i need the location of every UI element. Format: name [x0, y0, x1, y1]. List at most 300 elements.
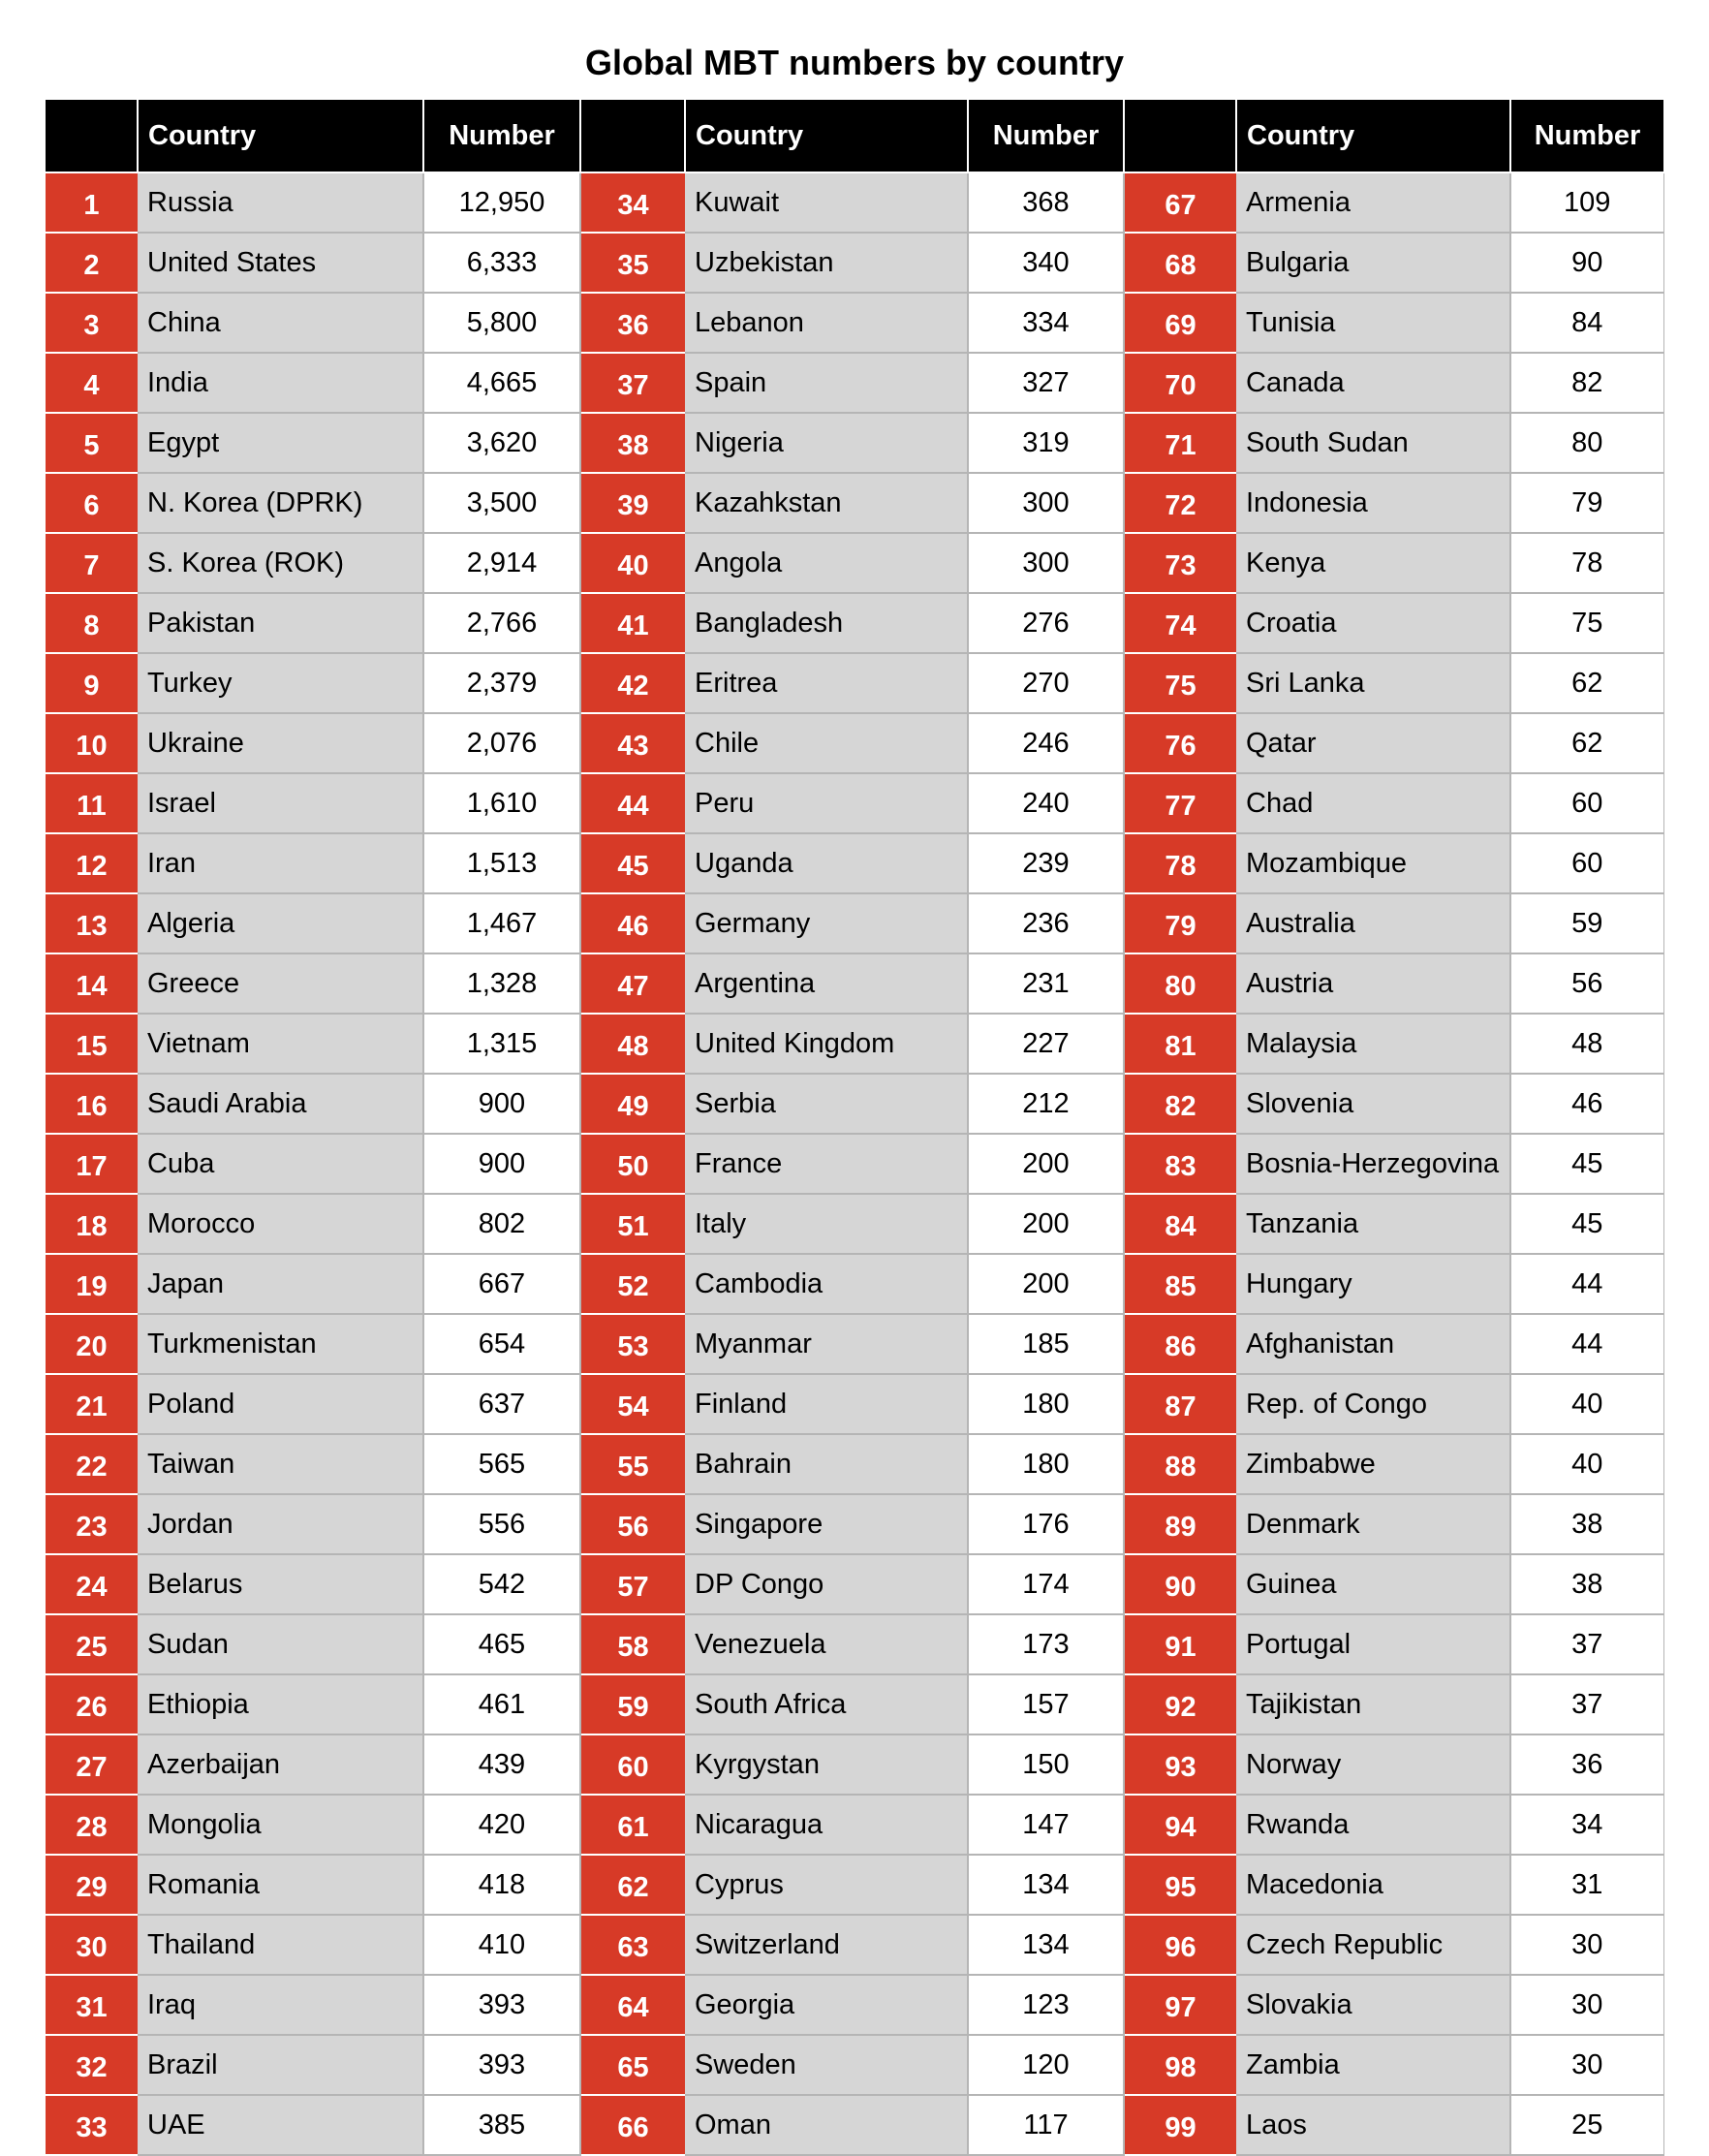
country-cell: Zambia — [1236, 2035, 1510, 2095]
country-cell: Croatia — [1236, 593, 1510, 653]
country-cell: Romania — [138, 1855, 423, 1915]
table-row — [46, 1194, 1663, 1254]
country-cell: Macedonia — [1236, 1855, 1510, 1915]
number-cell: 40 — [1510, 1434, 1663, 1494]
country-cell: Egypt — [138, 413, 423, 473]
number-cell: 556 — [423, 1494, 580, 1554]
table-row — [46, 1014, 1663, 1074]
table-row — [46, 1795, 1663, 1855]
rank-cell: 21 — [46, 1374, 138, 1434]
number-cell: 37 — [1510, 1674, 1663, 1734]
number-cell: 236 — [968, 893, 1124, 953]
rank-cell: 88 — [1124, 1434, 1236, 1494]
country-cell: Spain — [685, 353, 968, 413]
number-cell: 12,950 — [423, 172, 580, 233]
rank-cell: 52 — [580, 1254, 685, 1314]
rank-header — [46, 100, 138, 172]
number-cell: 59 — [1510, 893, 1663, 953]
number-cell: 900 — [423, 1134, 580, 1194]
number-cell: 3,620 — [423, 413, 580, 473]
country-cell: Italy — [685, 1194, 968, 1254]
country-cell: China — [138, 293, 423, 353]
number-cell: 2,914 — [423, 533, 580, 593]
rank-cell: 50 — [580, 1134, 685, 1194]
number-cell: 200 — [968, 1254, 1124, 1314]
country-cell: Nigeria — [685, 413, 968, 473]
number-cell: 3,500 — [423, 473, 580, 533]
table-row — [46, 473, 1663, 533]
number-cell: 117 — [968, 2095, 1124, 2155]
country-cell: Pakistan — [138, 593, 423, 653]
rank-cell: 42 — [580, 653, 685, 713]
number-cell: 542 — [423, 1554, 580, 1614]
country-cell: Oman — [685, 2095, 968, 2155]
country-cell: Thailand — [138, 1915, 423, 1975]
number-cell: 174 — [968, 1554, 1124, 1614]
rank-cell: 77 — [1124, 773, 1236, 833]
country-cell: Cambodia — [685, 1254, 968, 1314]
number-cell: 45 — [1510, 1194, 1663, 1254]
country-cell: UAE — [138, 2095, 423, 2155]
table-row — [46, 1554, 1663, 1614]
number-cell: 36 — [1510, 1734, 1663, 1795]
number-cell: 270 — [968, 653, 1124, 713]
number-cell: 173 — [968, 1614, 1124, 1674]
country-header: Country — [138, 100, 423, 172]
number-cell: 46 — [1510, 1074, 1663, 1134]
country-cell: Denmark — [1236, 1494, 1510, 1554]
country-cell: Greece — [138, 953, 423, 1014]
rank-cell: 95 — [1124, 1855, 1236, 1915]
country-cell: Qatar — [1236, 713, 1510, 773]
rank-cell: 62 — [580, 1855, 685, 1915]
rank-cell: 17 — [46, 1134, 138, 1194]
table-row — [46, 413, 1663, 473]
rank-cell: 32 — [46, 2035, 138, 2095]
country-cell: Argentina — [685, 953, 968, 1014]
country-cell: Uganda — [685, 833, 968, 893]
country-cell: Israel — [138, 773, 423, 833]
country-cell: Kuwait — [685, 172, 968, 233]
country-cell: Chile — [685, 713, 968, 773]
country-cell: Tunisia — [1236, 293, 1510, 353]
table-row — [46, 1374, 1663, 1434]
number-cell: 1,610 — [423, 773, 580, 833]
rank-cell: 64 — [580, 1975, 685, 2035]
rank-cell: 40 — [580, 533, 685, 593]
rank-cell: 41 — [580, 593, 685, 653]
country-cell: Serbia — [685, 1074, 968, 1134]
number-cell: 410 — [423, 1915, 580, 1975]
rank-cell: 47 — [580, 953, 685, 1014]
country-cell: Lebanon — [685, 293, 968, 353]
rank-cell: 30 — [46, 1915, 138, 1975]
country-cell: Uzbekistan — [685, 233, 968, 293]
rank-cell: 14 — [46, 953, 138, 1014]
country-cell: Morocco — [138, 1194, 423, 1254]
rank-cell: 15 — [46, 1014, 138, 1074]
country-cell: United States — [138, 233, 423, 293]
table-row — [46, 2035, 1663, 2095]
rank-cell: 7 — [46, 533, 138, 593]
rank-cell: 76 — [1124, 713, 1236, 773]
rank-cell: 9 — [46, 653, 138, 713]
table-row — [46, 233, 1663, 293]
country-cell: Kazahkstan — [685, 473, 968, 533]
country-cell: Algeria — [138, 893, 423, 953]
number-cell: 84 — [1510, 293, 1663, 353]
number-cell: 200 — [968, 1134, 1124, 1194]
country-cell: Hungary — [1236, 1254, 1510, 1314]
number-cell: 180 — [968, 1434, 1124, 1494]
country-cell: Malaysia — [1236, 1014, 1510, 1074]
country-cell: France — [685, 1134, 968, 1194]
number-cell: 385 — [423, 2095, 580, 2155]
number-cell: 465 — [423, 1614, 580, 1674]
number-cell: 31 — [1510, 1855, 1663, 1915]
number-cell: 157 — [968, 1674, 1124, 1734]
country-cell: Guinea — [1236, 1554, 1510, 1614]
rank-cell: 29 — [46, 1855, 138, 1915]
rank-cell: 81 — [1124, 1014, 1236, 1074]
number-cell: 300 — [968, 533, 1124, 593]
country-cell: Azerbaijan — [138, 1734, 423, 1795]
table-row — [46, 953, 1663, 1014]
rank-cell: 46 — [580, 893, 685, 953]
number-cell: 246 — [968, 713, 1124, 773]
rank-cell: 69 — [1124, 293, 1236, 353]
country-cell: Georgia — [685, 1975, 968, 2035]
rank-cell: 44 — [580, 773, 685, 833]
mbt-table — [46, 100, 1664, 2156]
table-row — [46, 1614, 1663, 1674]
number-cell: 368 — [968, 172, 1124, 233]
country-cell: Rep. of Congo — [1236, 1374, 1510, 1434]
country-cell: Rwanda — [1236, 1795, 1510, 1855]
number-cell: 6,333 — [423, 233, 580, 293]
number-cell: 75 — [1510, 593, 1663, 653]
number-cell: 150 — [968, 1734, 1124, 1795]
number-cell: 134 — [968, 1915, 1124, 1975]
number-cell: 78 — [1510, 533, 1663, 593]
country-cell: Venezuela — [685, 1614, 968, 1674]
country-cell: United Kingdom — [685, 1014, 968, 1074]
rank-cell: 79 — [1124, 893, 1236, 953]
number-cell: 147 — [968, 1795, 1124, 1855]
table-row — [46, 353, 1663, 413]
number-cell: 62 — [1510, 653, 1663, 713]
rank-cell: 53 — [580, 1314, 685, 1374]
rank-cell: 55 — [580, 1434, 685, 1494]
number-cell: 120 — [968, 2035, 1124, 2095]
number-cell: 82 — [1510, 353, 1663, 413]
rank-cell: 19 — [46, 1254, 138, 1314]
rank-cell: 94 — [1124, 1795, 1236, 1855]
country-cell: India — [138, 353, 423, 413]
rank-cell: 5 — [46, 413, 138, 473]
rank-cell: 89 — [1124, 1494, 1236, 1554]
number-cell: 300 — [968, 473, 1124, 533]
country-cell: Russia — [138, 172, 423, 233]
number-cell: 38 — [1510, 1554, 1663, 1614]
number-cell: 231 — [968, 953, 1124, 1014]
number-cell: 276 — [968, 593, 1124, 653]
number-cell: 4,665 — [423, 353, 580, 413]
rank-cell: 18 — [46, 1194, 138, 1254]
number-cell: 30 — [1510, 1975, 1663, 2035]
number-cell: 1,315 — [423, 1014, 580, 1074]
country-cell: Canada — [1236, 353, 1510, 413]
country-cell: Ukraine — [138, 713, 423, 773]
rank-cell: 97 — [1124, 1975, 1236, 2035]
number-cell: 1,513 — [423, 833, 580, 893]
header-row — [46, 100, 1663, 172]
table-row — [46, 293, 1663, 353]
table-row — [46, 1674, 1663, 1734]
number-cell: 2,379 — [423, 653, 580, 713]
country-cell: Cyprus — [685, 1855, 968, 1915]
table-row — [46, 533, 1663, 593]
rank-cell: 63 — [580, 1915, 685, 1975]
country-cell: Norway — [1236, 1734, 1510, 1795]
number-cell: 239 — [968, 833, 1124, 893]
country-cell: Turkey — [138, 653, 423, 713]
rank-cell: 51 — [580, 1194, 685, 1254]
number-cell: 90 — [1510, 233, 1663, 293]
table-row — [46, 1915, 1663, 1975]
rank-cell: 36 — [580, 293, 685, 353]
country-cell: Peru — [685, 773, 968, 833]
country-cell: Iran — [138, 833, 423, 893]
country-cell: South Africa — [685, 1674, 968, 1734]
number-cell: 62 — [1510, 713, 1663, 773]
rank-cell: 12 — [46, 833, 138, 893]
table-row — [46, 653, 1663, 713]
country-cell: Bahrain — [685, 1434, 968, 1494]
rank-cell: 67 — [1124, 172, 1236, 233]
number-cell: 240 — [968, 773, 1124, 833]
rank-cell: 61 — [580, 1795, 685, 1855]
country-cell: Nicaragua — [685, 1795, 968, 1855]
country-cell: S. Korea (ROK) — [138, 533, 423, 593]
rank-cell: 43 — [580, 713, 685, 773]
table-row — [46, 1254, 1663, 1314]
country-cell: Japan — [138, 1254, 423, 1314]
number-cell: 80 — [1510, 413, 1663, 473]
country-cell: Slovakia — [1236, 1975, 1510, 2035]
number-cell: 2,766 — [423, 593, 580, 653]
rank-cell: 98 — [1124, 2035, 1236, 2095]
rank-cell: 78 — [1124, 833, 1236, 893]
number-cell: 393 — [423, 2035, 580, 2095]
country-cell: Turkmenistan — [138, 1314, 423, 1374]
table-row — [46, 1975, 1663, 2035]
rank-cell: 85 — [1124, 1254, 1236, 1314]
country-header: Country — [685, 100, 968, 172]
country-cell: Slovenia — [1236, 1074, 1510, 1134]
rank-cell: 82 — [1124, 1074, 1236, 1134]
rank-cell: 22 — [46, 1434, 138, 1494]
rank-cell: 56 — [580, 1494, 685, 1554]
rank-cell: 68 — [1124, 233, 1236, 293]
country-cell: Kyrgystan — [685, 1734, 968, 1795]
country-cell: Vietnam — [138, 1014, 423, 1074]
country-cell: Singapore — [685, 1494, 968, 1554]
country-header: Country — [1236, 100, 1510, 172]
country-cell: Poland — [138, 1374, 423, 1434]
number-cell: 44 — [1510, 1254, 1663, 1314]
country-cell: Saudi Arabia — [138, 1074, 423, 1134]
chart-title: Global MBT numbers by country — [584, 43, 1125, 82]
rank-cell: 35 — [580, 233, 685, 293]
rank-cell: 93 — [1124, 1734, 1236, 1795]
rank-cell: 39 — [580, 473, 685, 533]
rank-cell: 26 — [46, 1674, 138, 1734]
rank-cell: 66 — [580, 2095, 685, 2155]
number-cell: 802 — [423, 1194, 580, 1254]
number-cell: 176 — [968, 1494, 1124, 1554]
table-row — [46, 1134, 1663, 1194]
country-cell: Switzerland — [685, 1915, 968, 1975]
number-cell: 34 — [1510, 1795, 1663, 1855]
number-header: Number — [968, 100, 1124, 172]
country-cell: Tanzania — [1236, 1194, 1510, 1254]
rank-cell: 90 — [1124, 1554, 1236, 1614]
country-cell: Sudan — [138, 1614, 423, 1674]
number-cell: 60 — [1510, 833, 1663, 893]
number-cell: 25 — [1510, 2095, 1663, 2155]
table-row — [46, 833, 1663, 893]
rank-header — [1124, 100, 1236, 172]
number-cell: 667 — [423, 1254, 580, 1314]
number-cell: 123 — [968, 1975, 1124, 2035]
country-cell: Czech Republic — [1236, 1915, 1510, 1975]
rank-cell: 27 — [46, 1734, 138, 1795]
number-cell: 900 — [423, 1074, 580, 1134]
rank-cell: 71 — [1124, 413, 1236, 473]
table-row — [46, 1494, 1663, 1554]
rank-cell: 54 — [580, 1374, 685, 1434]
rank-cell: 74 — [1124, 593, 1236, 653]
country-cell: Mongolia — [138, 1795, 423, 1855]
country-cell: Austria — [1236, 953, 1510, 1014]
table-row — [46, 172, 1663, 233]
country-cell: Eritrea — [685, 653, 968, 713]
country-cell: Sweden — [685, 2035, 968, 2095]
number-cell: 30 — [1510, 2035, 1663, 2095]
number-cell: 38 — [1510, 1494, 1663, 1554]
table-row — [46, 893, 1663, 953]
country-cell: Zimbabwe — [1236, 1434, 1510, 1494]
country-cell: Bulgaria — [1236, 233, 1510, 293]
number-cell: 418 — [423, 1855, 580, 1915]
country-cell: Bangladesh — [685, 593, 968, 653]
number-cell: 200 — [968, 1194, 1124, 1254]
table-row — [46, 1074, 1663, 1134]
number-cell: 327 — [968, 353, 1124, 413]
number-cell: 334 — [968, 293, 1124, 353]
rank-cell: 20 — [46, 1314, 138, 1374]
number-cell: 1,467 — [423, 893, 580, 953]
number-cell: 109 — [1510, 172, 1663, 233]
country-cell: Germany — [685, 893, 968, 953]
rank-cell: 4 — [46, 353, 138, 413]
country-cell: Portugal — [1236, 1614, 1510, 1674]
table-row — [46, 773, 1663, 833]
country-cell: Cuba — [138, 1134, 423, 1194]
number-cell: 393 — [423, 1975, 580, 2035]
table-row — [46, 713, 1663, 773]
rank-cell: 1 — [46, 172, 138, 233]
number-cell: 565 — [423, 1434, 580, 1494]
number-cell: 420 — [423, 1795, 580, 1855]
country-cell: Belarus — [138, 1554, 423, 1614]
rank-cell: 28 — [46, 1795, 138, 1855]
rank-cell: 11 — [46, 773, 138, 833]
table-row — [46, 1734, 1663, 1795]
rank-cell: 48 — [580, 1014, 685, 1074]
rank-cell: 58 — [580, 1614, 685, 1674]
country-cell: Angola — [685, 533, 968, 593]
rank-cell: 59 — [580, 1674, 685, 1734]
number-cell: 340 — [968, 233, 1124, 293]
country-cell: Taiwan — [138, 1434, 423, 1494]
rank-cell: 73 — [1124, 533, 1236, 593]
number-cell: 319 — [968, 413, 1124, 473]
rank-cell: 72 — [1124, 473, 1236, 533]
number-cell: 37 — [1510, 1614, 1663, 1674]
rank-cell: 13 — [46, 893, 138, 953]
number-cell: 134 — [968, 1855, 1124, 1915]
number-cell: 5,800 — [423, 293, 580, 353]
country-cell: Jordan — [138, 1494, 423, 1554]
number-cell: 30 — [1510, 1915, 1663, 1975]
rank-cell: 25 — [46, 1614, 138, 1674]
country-cell: Afghanistan — [1236, 1314, 1510, 1374]
rank-cell: 96 — [1124, 1915, 1236, 1975]
country-cell: Bosnia-Herzegovina — [1236, 1134, 1510, 1194]
rank-cell: 34 — [580, 172, 685, 233]
country-cell: Ethiopia — [138, 1674, 423, 1734]
rank-cell: 8 — [46, 593, 138, 653]
rank-cell: 84 — [1124, 1194, 1236, 1254]
rank-cell: 60 — [580, 1734, 685, 1795]
rank-cell: 91 — [1124, 1614, 1236, 1674]
rank-cell: 92 — [1124, 1674, 1236, 1734]
number-cell: 654 — [423, 1314, 580, 1374]
rank-cell: 45 — [580, 833, 685, 893]
number-cell: 212 — [968, 1074, 1124, 1134]
table-row — [46, 1434, 1663, 1494]
country-cell: Laos — [1236, 2095, 1510, 2155]
rank-cell: 31 — [46, 1975, 138, 2035]
country-cell: Brazil — [138, 2035, 423, 2095]
number-cell: 2,076 — [423, 713, 580, 773]
number-cell: 79 — [1510, 473, 1663, 533]
number-header: Number — [1510, 100, 1663, 172]
country-cell: Iraq — [138, 1975, 423, 2035]
rank-cell: 87 — [1124, 1374, 1236, 1434]
table-row — [46, 1314, 1663, 1374]
table-row — [46, 593, 1663, 653]
rank-cell: 10 — [46, 713, 138, 773]
table-row — [46, 2095, 1663, 2155]
country-cell: South Sudan — [1236, 413, 1510, 473]
rank-cell: 38 — [580, 413, 685, 473]
country-cell: Finland — [685, 1374, 968, 1434]
country-cell: Indonesia — [1236, 473, 1510, 533]
rank-cell: 99 — [1124, 2095, 1236, 2155]
